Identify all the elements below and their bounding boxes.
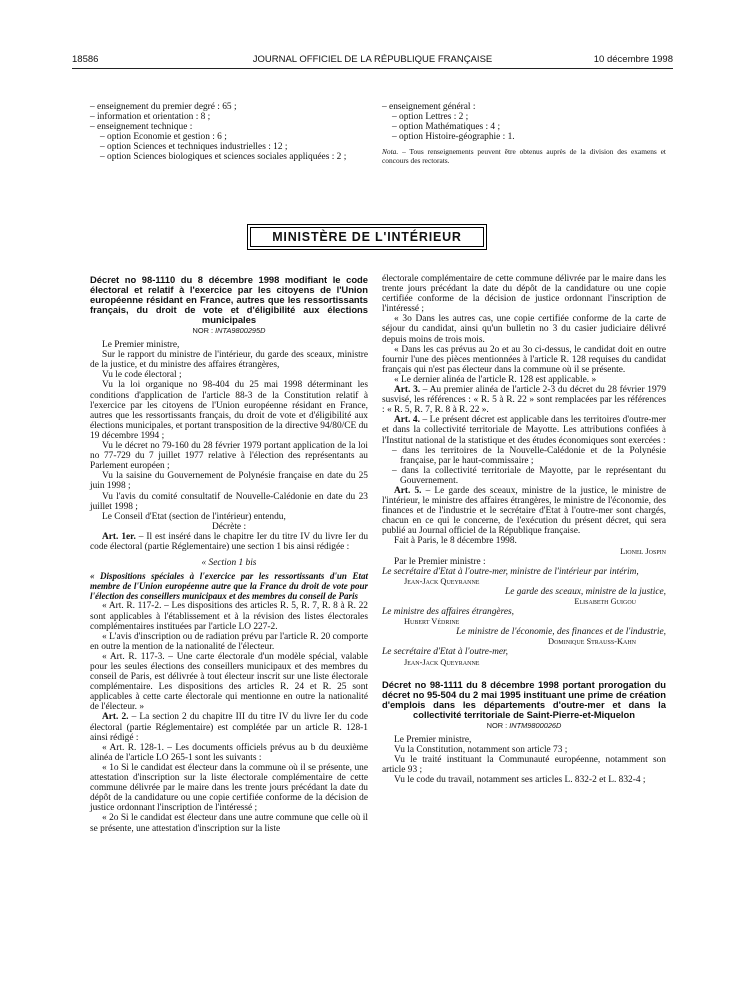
paragraph: Art. 1er. – Il est inséré dans le chapitre Ier du titre IV du livre Ier du code électoral (partie Réglementaire) une section 1 bis ainsi rédigée :	[90, 531, 369, 552]
paragraph: Par le Premier ministre :	[394, 556, 486, 567]
decree-1-nor: NOR : INTA9800295D	[192, 326, 266, 335]
list-item: – option Economie et gestion : 6 ;	[100, 132, 227, 143]
paragraph: Le secrétaire d'Etat à l'outre-mer, ministre de l'intérieur par intérim,	[382, 566, 639, 577]
paragraph: « 3o Dans les autres cas, une copie certifiée conforme de la carte de séjour du candidat, ainsi qu'un bulletin no 3 du casier judiciaire délivré depuis moins de trois mois.	[382, 314, 666, 345]
paragraph: Le Premier ministre,	[102, 340, 180, 351]
paragraph: « Art. R. 117-3. – Une carte électorale d'un modèle spécial, valable pour les seules élections des conseillers municipaux et des membres du conseil de Paris, est délivrée à tout électeur inscrit sur une liste électorale complémentaire. Les dispositions des articles R. 24 et R. 25 sont applicables à cette carte électorale qui mentionne en outre la nationalité de l'électeur. »	[90, 651, 368, 713]
ministry-heading: MINISTÈRE DE L'INTÉRIEUR	[250, 227, 484, 247]
paragraph: « Art. R. 117-2. – Les dispositions des articles R. 5, R. 7, R. 8 à R. 22 sont applicables à l'établissement et à la révision des listes électorales complémentaires instituées par l'article LO 227-2.	[90, 601, 368, 632]
list-item: – option Histoire-géographie : 1.	[392, 132, 515, 143]
ministry-heading-box	[247, 224, 487, 250]
paragraph: « 1o Si le candidat est électeur dans la commune où il se présente, une attestation d'inscription sur la liste électorale complémentaire de cette commune délivrée par le maire dans les trente jours précédant la date du dépôt de la candidature ou une copie certifiée conforme de la décision de justice ordonnant l'inscription de l'intéressé ;	[90, 762, 368, 814]
paragraph: Le ministre de l'économie, des finances et de l'industrie,	[456, 627, 666, 638]
paragraph: – dans la collectivité territoriale de Mayotte, par le représentant du Gouvernement.	[392, 465, 666, 486]
page-header	[72, 54, 673, 68]
paragraph: « Dispositions spéciales à l'exercice par les ressortissants d'un Etat membre de l'Union européenne autre que la France du droit de vote pour l'élection des conseillers municipaux et des membres du conseil de Paris	[90, 571, 368, 602]
list-item: – enseignement technique :	[90, 122, 193, 133]
paragraph: électorale complémentaire de cette commune délivrée par le maire dans les trente jours précédant la date du dépôt de la candidature ou une copie certifiée conforme de la décision de justice ordonnant l'inscription de l'intéressé ;	[382, 274, 666, 315]
top-right-list	[382, 102, 666, 165]
paragraph: « 2o Si le candidat est électeur dans une autre commune que celle où il se présente, une attestation d'inscription sur la liste	[90, 813, 368, 834]
decree-1-body-continued	[382, 274, 666, 668]
paragraph: Vu la loi organique no 98-404 du 25 mai 1998 déterminant les conditions d'application de l'article 88-3 de la Constitution relatif à l'exercice par les citoyens de l'Union européenne résidant en France, autres que les ressortissants français, du droit de vote et d'éligibilité aux élections municipales, et portant transposition de la directive 94/80/CE du 19 décembre 1994 ;	[90, 380, 368, 441]
decree-2-body	[382, 735, 666, 785]
list-item: – information et orientation : 8 ;	[90, 112, 211, 123]
paragraph: Vu le décret no 79-160 du 28 février 1979 portant application de la loi no 77-729 du 7 juillet 1977 relative à l'élection des représentants au Parlement européen ;	[90, 441, 368, 472]
paragraph: « Section 1 bis	[201, 558, 257, 569]
paragraph: « L'avis d'inscription ou de radiation prévu par l'article R. 20 comporte en outre la mention de la nationalité de l'électeur.	[90, 631, 368, 652]
paragraph: « Le dernier alinéa de l'article R. 128 est applicable. »	[394, 374, 597, 385]
list-item: – option Sciences et techniques industrielles : 12 ;	[100, 142, 288, 153]
paragraph: Vu le traité instituant la Communauté européenne, notamment son article 93 ;	[382, 754, 666, 776]
list-item: – option Sciences biologiques et sciences sociales appliquées : 2 ;	[100, 152, 347, 163]
list-item: – enseignement du premier degré : 65 ;	[90, 102, 237, 112]
paragraph: Le Premier ministre,	[394, 734, 472, 745]
article-label: Art. 4.	[394, 415, 420, 426]
list-item: – option Lettres : 2 ;	[392, 112, 469, 123]
paragraph: Sur le rapport du ministre de l'intérieur, du garde des sceaux, ministre de la justice, et du ministre des affaires étrangères,	[90, 350, 368, 371]
paragraph: Décrète :	[211, 521, 247, 532]
paragraph: Le Conseil d'Etat (section de l'intérieur) entendu,	[102, 511, 286, 522]
paragraph: Elisabeth Guigou	[574, 597, 636, 606]
right-column	[382, 274, 666, 785]
paragraph: Le garde des sceaux, ministre de la justice,	[505, 586, 666, 597]
paragraph: Le secrétaire d'Etat à l'outre-mer,	[382, 647, 508, 658]
article-label: Art. 2.	[102, 712, 129, 723]
paragraph: Vu la Constitution, notamment son article 73 ;	[394, 744, 568, 755]
decree-1-body	[90, 340, 368, 834]
article-label: Art. 1er.	[102, 531, 136, 542]
paragraph: Vu le code électoral ;	[102, 370, 182, 381]
paragraph: Vu la saisine du Gouvernement de Polynésie française en date du 25 juin 1998 ;	[90, 471, 368, 492]
list-item: – option Mathématiques : 4 ;	[392, 122, 501, 133]
left-column	[90, 275, 368, 834]
paragraph: Fait à Paris, le 8 décembre 1998.	[394, 536, 517, 547]
header-rule	[72, 68, 673, 69]
paragraph: Jean-Jack Queyranne	[404, 657, 480, 667]
paragraph: « Art. R. 128-1. – Les documents officiels prévus au b du deuxième alinéa de l'article LO 265-1 sont les suivants :	[90, 742, 368, 763]
article-label: Art. 5.	[394, 485, 422, 496]
paragraph: « Dans les cas prévus au 2o et au 3o ci-dessus, le candidat doit en outre fournir l'une des pièces mentionnées à l'article R. 128 requises du candidat français qui n'est pas électeur dans la commune où il se présente.	[382, 344, 666, 375]
page-number: 18586	[72, 54, 99, 65]
paragraph: Art. 5. – Le garde des sceaux, ministre de la justice, le ministre de l'intérieur, le ministre des affaires étrangères, le ministre de l'économie, des finances et de l'industrie et le secrétaire d'Etat à l'outre-mer sont chargés, chacun en ce qui le concerne, de l'exécution du présent décret, qui sera publié au Journal officiel de la République française.	[382, 485, 666, 537]
paragraph: Art. 2. – La section 2 du chapitre III du titre IV du livre Ier du code électoral (partie Réglementaire) est complétée par un article R. 128-1 ainsi rédigé :	[90, 712, 368, 743]
paragraph: Lionel Jospin	[620, 546, 666, 556]
issue-date: 10 décembre 1998	[593, 54, 673, 65]
list-item: – enseignement général :	[382, 102, 476, 112]
paragraph: Jean-Jack Queyranne	[404, 576, 480, 586]
top-left-list	[90, 102, 368, 163]
paragraph: Vu le code du travail, notamment ses articles L. 832-2 et L. 832-4 ;	[394, 775, 646, 786]
paragraph: Art. 4. – Le présent décret est applicable dans les territoires d'outre-mer et dans la collectivité territoriale de Mayotte. Les attributions confiées à l'Institut national de la statistique et des études économiques sont exercées :	[382, 415, 666, 446]
decree-2-title: Décret no 98-1111 du 8 décembre 1998 portant prorogation du décret no 95-504 du 2 mai 1995 instituant une prime de création d'emplois dans les départements d'outre-mer et dans la collectivité territoriale de Saint-Pierre-et-Miquelon	[382, 678, 666, 720]
paragraph: Hubert Védrine	[404, 617, 460, 627]
paragraph: – dans les territoires de la Nouvelle-Calédonie et de la Polynésie française, par le haut-commissaire ;	[392, 445, 666, 466]
paragraph: Vu l'avis du comité consultatif de Nouvelle-Calédonie en date du 23 juillet 1998 ;	[90, 491, 368, 512]
paragraph: Art. 3. – Au premier alinéa de l'article 2-3 du décret du 28 février 1979 susvisé, les références : « R. 5 à R. 22 » sont remplacées par les références : « R. 5, R. 7, R. 8 à R. 22 ».	[382, 385, 667, 416]
article-label: Art. 3.	[394, 385, 421, 396]
journal-title: JOURNAL OFFICIEL DE LA RÉPUBLIQUE FRANÇAISE	[252, 54, 493, 65]
decree-2-nor: NOR : INTM9800026D	[486, 720, 562, 730]
decree-1-title: Décret no 98-1110 du 8 décembre 1998 modifiant le code électoral et relatif à l'exercice par les citoyens de l'Union européenne résidant en France, autres que les ressortissants français, du droit de vote et d'éligibilité aux élections municipales	[90, 274, 368, 325]
paragraph: Le ministre des affaires étrangères,	[382, 607, 515, 618]
nota-note: Nota. – Tous renseignements peuvent être obtenus auprès de la division des examens et concours des rectorats.	[382, 147, 666, 166]
paragraph: Dominique Strauss-Kahn	[548, 637, 636, 647]
